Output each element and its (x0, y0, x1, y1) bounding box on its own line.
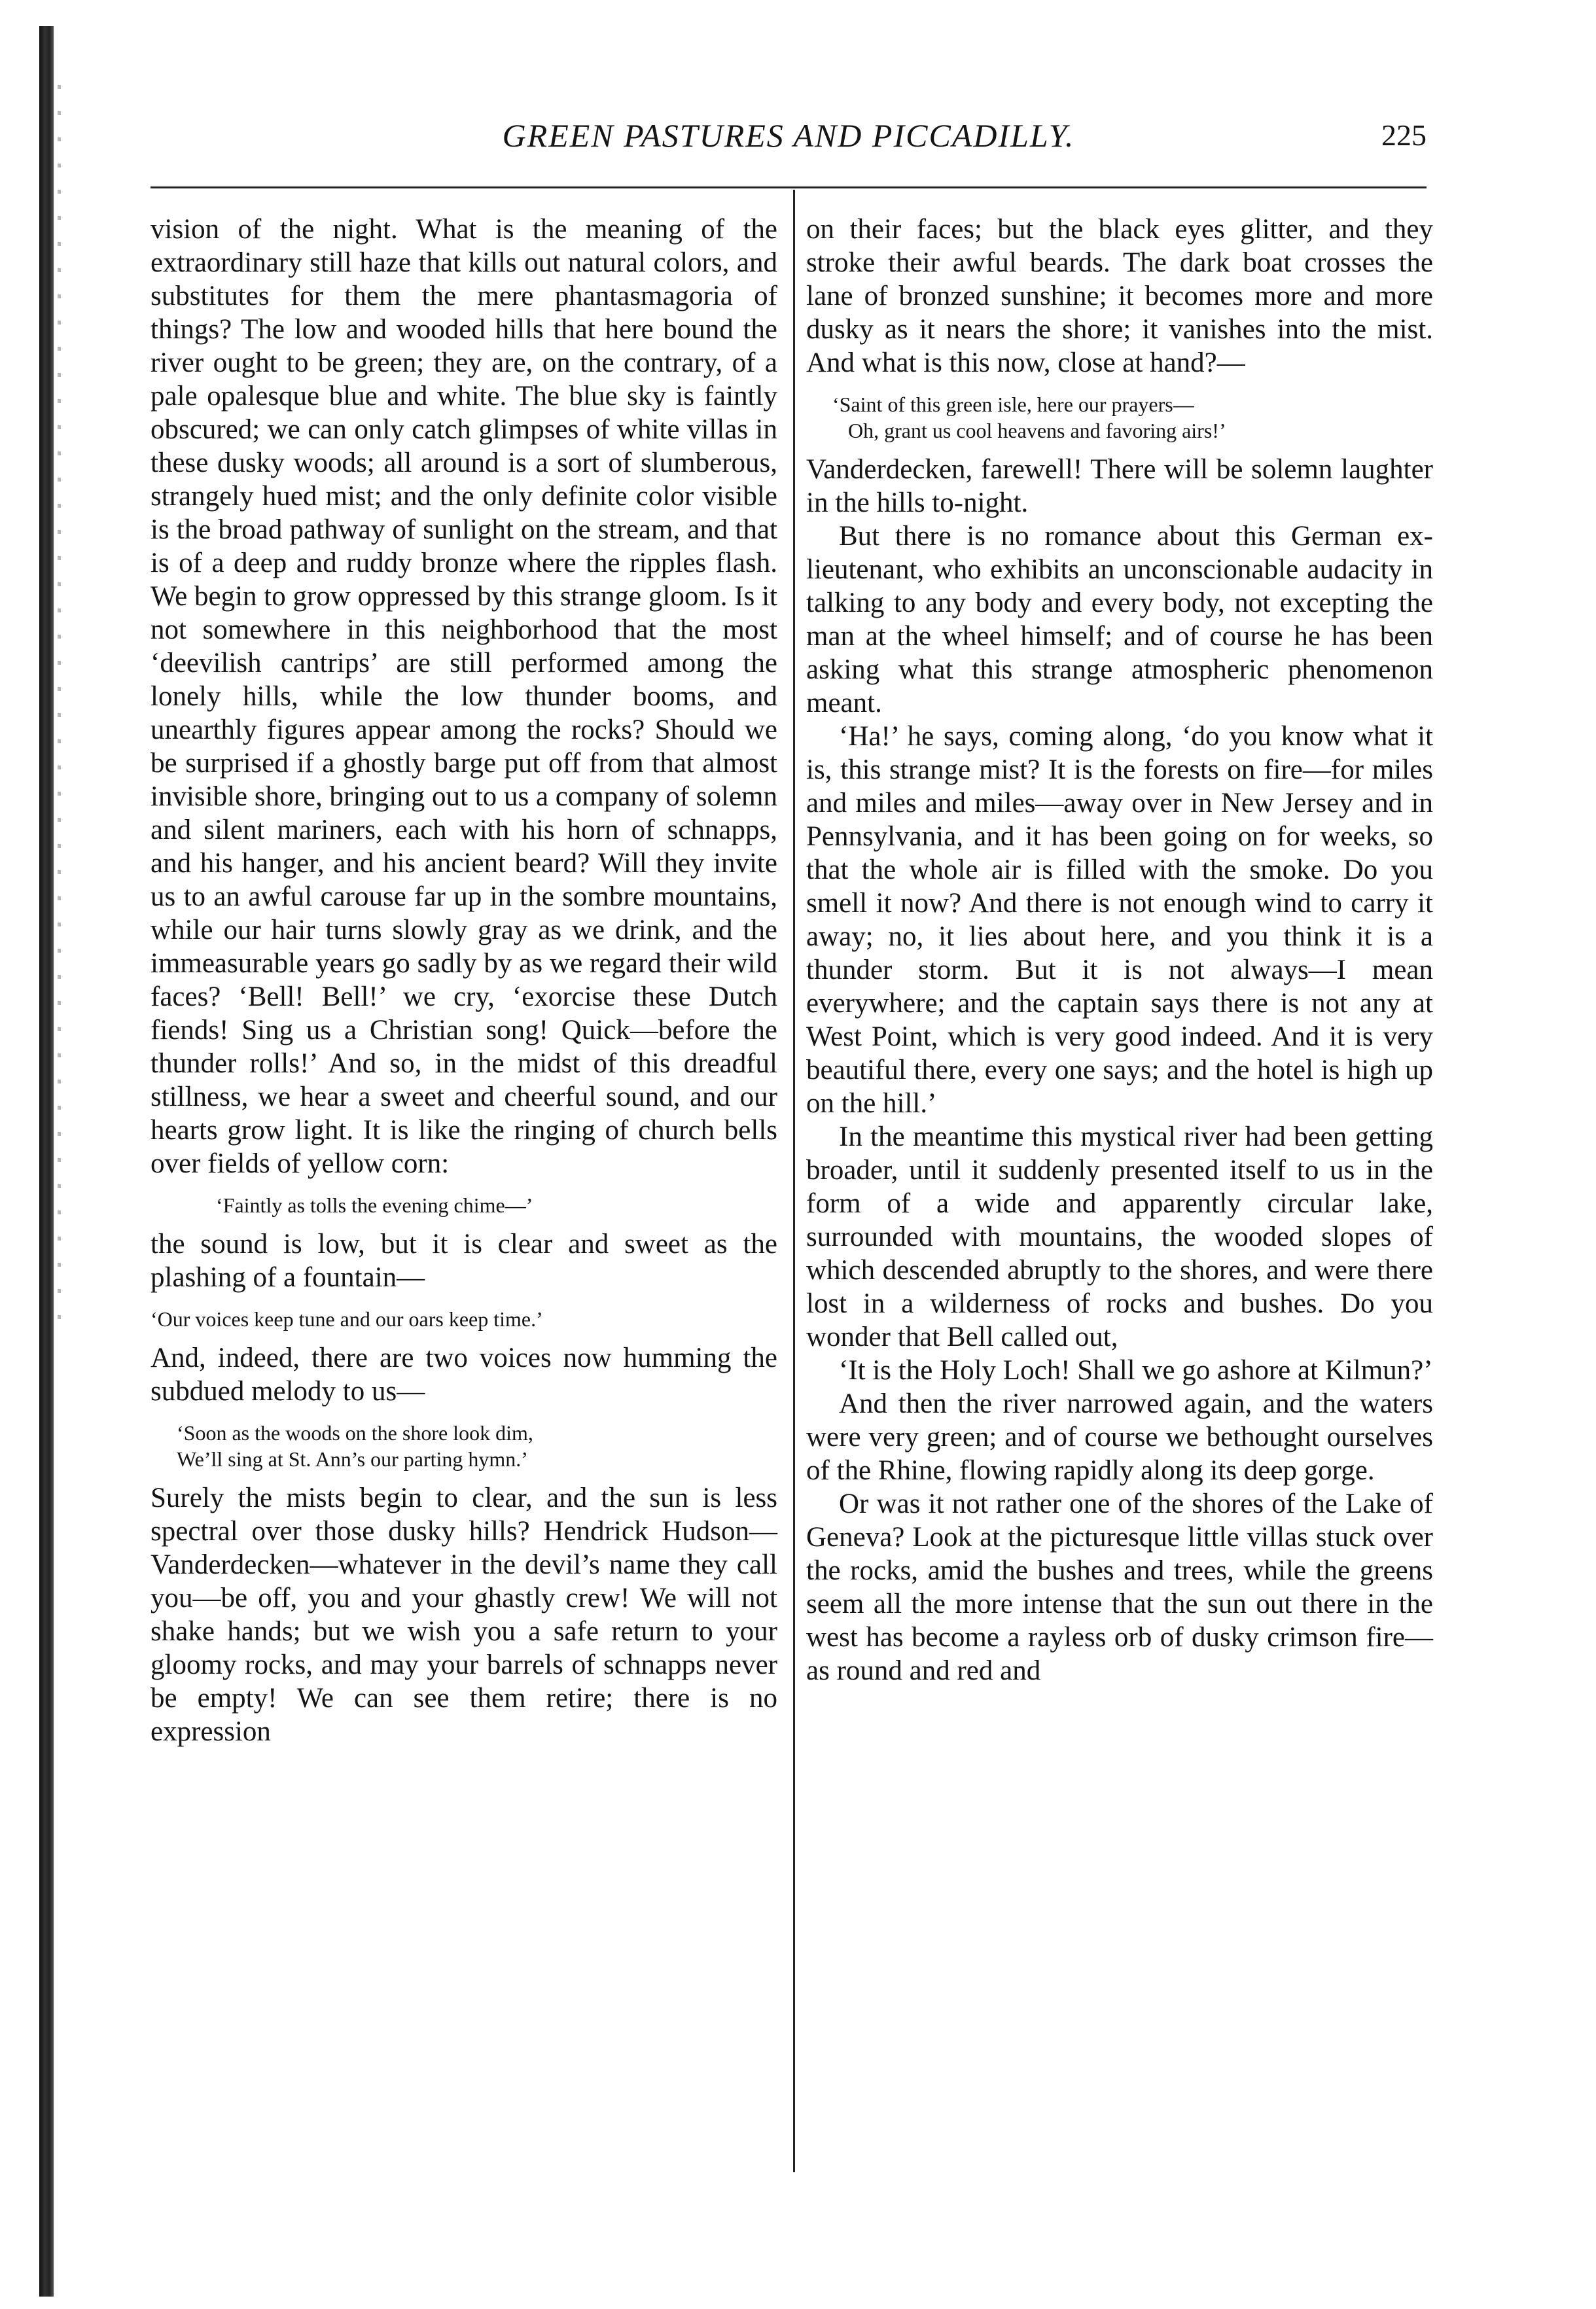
paragraph: on their faces; but the black eyes glitter, and they stroke their awful beards. The dark boat crosses the lane of bronzed sunshine; it becomes more and more dusky as it nears the shore; it vanishes into the mist. And what is this now, close at hand?— (806, 214, 1433, 378)
verse-line: ‘Faintly as tolls the evening chime—’ (216, 1193, 533, 1217)
verse-line: Oh, grant us cool heavens and favoring airs!’ (848, 419, 1226, 442)
paragraph: But there is no romance about this German ex-lieutenant, who exhibits an unconscionable audacity in talking to any body and every body, not excepting the man at the wheel himself; and of course he has been asking what this strange atmospheric phenomenon meant. (806, 521, 1433, 718)
paragraph: And then the river narrowed again, and the waters were very green; and of course we bethought ourselves of the Rhine, flowing rapidly along its deep gorge. (806, 1388, 1433, 1486)
verse-quote (151, 1420, 777, 1472)
verse-line: ‘Saint of this green isle, here our prayers— (832, 393, 1194, 416)
paragraph: And, indeed, there are two voices now humming the subdued melody to us— (151, 1343, 777, 1407)
verse-line: ‘Our voices keep tune and our oars keep time.’ (151, 1307, 543, 1331)
paragraph: In the meantime this mystical river had been getting broader, until it suddenly presented itself to us in the form of a wide and apparently circular lake, surrounded with mountains, the wooded slopes of which descended abruptly to the shores, and were there lost in a wilderness of rocks and bushes. Do you wonder that Bell called out, (806, 1121, 1433, 1352)
page-edge-marks (58, 85, 61, 1328)
paragraph: ‘Ha!’ he says, coming along, ‘do you know what it is, this strange mist? It is the forests on fire—for miles and miles and miles—away over in New Jersey and in Pennsylvania, and it has been going on for weeks, so that the whole air is filled with the smoke. Do you smell it now? And there is not enough wind to carry it away; no, it lies about here, and you think it is a thunder storm. But it is not always—I mean everywhere; and the captain says there is not any at West Point, which is very good indeed. And it is very beautiful there, every one says; and the hotel is high up on the hill.’ (806, 721, 1433, 1119)
page-number: 225 (1381, 118, 1427, 152)
paragraph: vision of the night. What is the meaning of the extraordinary still haze that kills out natural colors, and substitutes for them the mere phantasmagoria of things? The low and wooded hills that here bound the river ought to be green; they are, on the contrary, of a pale opalesque blue and white. The blue sky is faintly obscured; we can only catch glimpses of white villas in these dusky woods; all around is a sort of slumberous, strangely hued mist; and the only definite color visible is the broad pathway of sunlight on the stream, and that is of a deep and ruddy bronze where the ripples flash. We begin to grow oppressed by this strange gloom. Is it not somewhere in this neighborhood that the most ‘deevilish cantrips’ are still performed among the lonely hills, while the low thunder booms, and unearthly figures appear among the rocks? Should we be surprised if a ghostly barge put off from that almost invisible shore, bringing out to us a company of solemn and silent mariners, each with his horn of schnapps, and his hanger, and his ancient beard? Will they invite us to an awful carouse far up in the sombre mountains, while our hair turns slowly gray as we drink, and the immeasurable years go sadly by as we regard their wild faces? ‘Bell! Bell!’ we cry, ‘exorcise these Dutch fiends! Sing us a Christian song! Quick—before the thunder rolls!’ And so, in the midst of this dreadful stillness, we hear a sweet and cheerful sound, and our hearts grow light. It is like the ringing of church bells over fields of yellow corn: (151, 214, 777, 1179)
paragraph: Surely the mists begin to clear, and the sun is less spectral over those dusky hills? Hendrick Hudson—Vanderdecken—whatever in the devil’s name they call you—be off, you and your ghastly crew! We will not shake hands; but we wish you a safe return to your gloomy rocks, and may your barrels of schnapps never be empty! We can see them retire; there is no expression (151, 1483, 777, 1747)
paragraph: Or was it not rather one of the shores of the Lake of Geneva? Look at the picturesque little villas stuck over the rocks, amid the bushes and trees, while the greens seem all the more intense that the sun out there in the west has become a rayless orb of dusky crimson fire—as round and red and (806, 1489, 1433, 1686)
verse-quote (151, 1306, 777, 1332)
paragraph: ‘It is the Holy Loch! Shall we go ashore at Kilmun?’ (839, 1355, 1433, 1386)
verse-line: We’ll sing at St. Ann’s our parting hymn.’ (177, 1447, 528, 1471)
paragraph: the sound is low, but it is clear and sweet as the plashing of a fountain— (151, 1229, 777, 1293)
book-spine-shadow (39, 26, 54, 2297)
verse-quote (806, 391, 1433, 444)
column-divider (793, 190, 795, 2172)
paragraph: Vanderdecken, farewell! There will be solemn laughter in the hills to-night. (806, 454, 1433, 518)
header-rule (151, 186, 1427, 188)
right-column (806, 213, 1433, 1687)
left-column (151, 213, 777, 1748)
running-title: GREEN PASTURES AND PICCADILLY. (502, 117, 1075, 154)
running-head (151, 116, 1427, 162)
verse-quote (151, 1192, 777, 1218)
verse-line: ‘Soon as the woods on the shore look dim, (177, 1421, 533, 1445)
